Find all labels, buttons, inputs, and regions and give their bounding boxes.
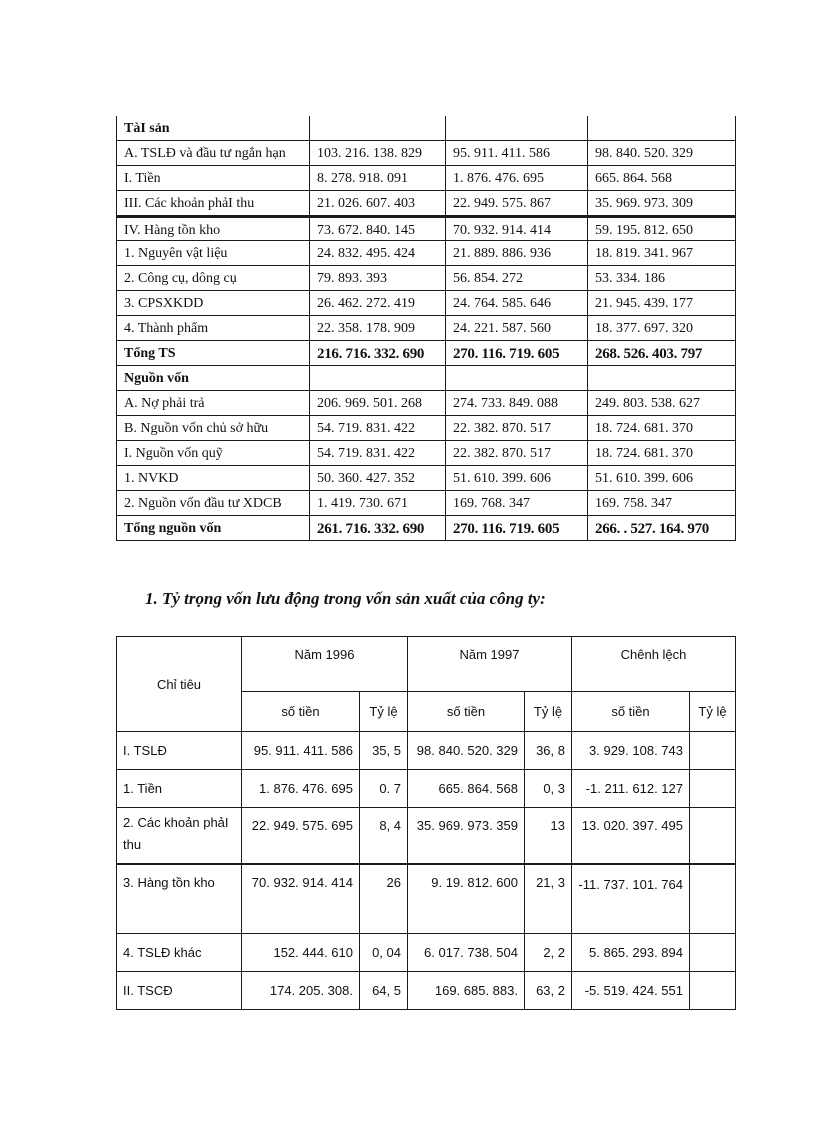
value-col-1 [309,366,445,390]
row-label: 1. NVKD [116,466,309,490]
table-row [116,516,736,541]
ratio-diff [690,864,736,934]
ratio-1996: 8, 4 [360,808,408,864]
ratio-1996: 64, 5 [360,972,408,1010]
value-col-1: 73. 672. 840. 145 [309,218,445,240]
value-col-2: 274. 733. 849. 088 [445,391,587,415]
value-col-2: 70. 932. 914. 414 [445,218,587,240]
value-col-2 [445,116,587,140]
value-col-2: 270. 116. 719. 605 [445,341,587,365]
value-col-2: 56. 854. 272 [445,266,587,290]
table-row [116,216,736,241]
ratio-1997: 13 [525,808,572,864]
amount-diff: 5. 865. 293. 894 [572,934,690,972]
amount-1996: 95. 911. 411. 586 [242,732,360,770]
value-col-1: 26. 462. 272. 419 [309,291,445,315]
value-col-3: 59. 195. 812. 650 [587,218,736,240]
value-col-2 [445,366,587,390]
amount-1997: 169. 685. 883. [408,972,525,1010]
value-col-1: 54. 719. 831. 422 [309,416,445,440]
ratio-diff [690,934,736,972]
row-label: 2. Công cụ, dông cụ [116,266,309,290]
section-heading: 1. Tỷ trọng vốn lưu động trong vốn sản xuất của công ty: [145,589,546,608]
amount-diff: -11. 737. 101. 764 [572,864,690,934]
amount-1996: 1. 876. 476. 695 [242,770,360,808]
ratio-diff [690,732,736,770]
value-col-2: 95. 911. 411. 586 [445,141,587,165]
ratio-1996: 0. 7 [360,770,408,808]
value-col-1: 24. 832. 495. 424 [309,241,445,265]
value-col-1: 21. 026. 607. 403 [309,191,445,215]
row-label: IV. Hàng tồn kho [116,218,309,240]
amount-1997: 9. 19. 812. 600 [408,864,525,934]
value-col-3: 18. 724. 681. 370 [587,416,736,440]
header-difference: Chênh lệch [572,637,736,692]
value-col-1: 261. 716. 332. 690 [309,516,445,540]
ratio-1996: 35, 5 [360,732,408,770]
value-col-2: 1. 876. 476. 695 [445,166,587,190]
value-col-3: 665. 864. 568 [587,166,736,190]
amount-diff: 13. 020. 397. 495 [572,808,690,864]
header-year-1997: Năm 1997 [408,637,572,692]
row-label: 3. Hàng tồn kho [117,864,242,934]
table-row [116,391,736,416]
header-year-1996: Năm 1996 [242,637,408,692]
amount-1997: 6. 017. 738. 504 [408,934,525,972]
row-label: I. Nguồn vốn quỹ [116,441,309,465]
value-col-3: 35. 969. 973. 309 [587,191,736,215]
table-row [116,266,736,291]
value-col-2: 169. 768. 347 [445,491,587,515]
amount-diff: 3. 929. 108. 743 [572,732,690,770]
row-label: B. Nguồn vốn chủ sở hữu [116,416,309,440]
header-amount-1996: số tiền [242,692,360,732]
table-row [116,116,736,141]
amount-1996: 70. 932. 914. 414 [242,864,360,934]
table-row [116,241,736,266]
header-amount-1997: số tiền [408,692,525,732]
table-row [117,808,736,864]
table-row [116,191,736,216]
ratio-1997: 36, 8 [525,732,572,770]
table-row [116,316,736,341]
value-col-1: 50. 360. 427. 352 [309,466,445,490]
value-col-3: 18. 377. 697. 320 [587,316,736,340]
ratio-1997: 21, 3 [525,864,572,934]
table-row [117,934,736,972]
row-label: I. TSLĐ [117,732,242,770]
row-label: III. Các khoản phảI thu [116,191,309,215]
row-label: 3. CPSXKDD [116,291,309,315]
row-label: 4. Thành phẩm [116,316,309,340]
amount-1997: 35. 969. 973. 359 [408,808,525,864]
row-label: A. Nợ phải trả [116,391,309,415]
table-row [116,491,736,516]
row-label: 4. TSLĐ khác [117,934,242,972]
value-col-3: 98. 840. 520. 329 [587,141,736,165]
balance-table [116,116,736,541]
amount-1996: 174. 205. 308. [242,972,360,1010]
value-col-1: 8. 278. 918. 091 [309,166,445,190]
ratio-table [116,636,736,1010]
row-label: I. Tiền [116,166,309,190]
ratio-1996: 0, 04 [360,934,408,972]
value-col-1: 54. 719. 831. 422 [309,441,445,465]
table-row [116,291,736,316]
table-row [116,441,736,466]
value-col-3: 169. 758. 347 [587,491,736,515]
row-label: II. TSCĐ [117,972,242,1010]
header-ratio-diff: Tỷ lệ [690,692,736,732]
table-row [116,166,736,191]
table-row [116,466,736,491]
value-col-1: 103. 216. 138. 829 [309,141,445,165]
header-ratio-1996: Tỷ lệ [360,692,408,732]
table-row [117,972,736,1010]
value-col-2: 24. 221. 587. 560 [445,316,587,340]
amount-diff: -1. 211. 612. 127 [572,770,690,808]
value-col-1: 22. 358. 178. 909 [309,316,445,340]
ratio-diff [690,770,736,808]
value-col-3: 249. 803. 538. 627 [587,391,736,415]
value-col-2: 22. 382. 870. 517 [445,441,587,465]
header-indicator: Chỉ tiêu [117,637,242,732]
table-row [116,416,736,441]
header-ratio-1997: Tỷ lệ [525,692,572,732]
ratio-1997: 2, 2 [525,934,572,972]
amount-diff: -5. 519. 424. 551 [572,972,690,1010]
value-col-2: 22. 382. 870. 517 [445,416,587,440]
value-col-3: 266. . 527. 164. 970 [587,516,736,540]
value-col-3: 268. 526. 403. 797 [587,341,736,365]
row-label: 2. Các khoản phảI thu [117,808,242,864]
value-col-3: 53. 334. 186 [587,266,736,290]
table-row [116,366,736,391]
row-label: Tổng TS [116,341,309,365]
value-col-3: 51. 610. 399. 606 [587,466,736,490]
ratio-1996: 26 [360,864,408,934]
row-label: 1. Nguyên vật liệu [116,241,309,265]
value-col-3: 18. 724. 681. 370 [587,441,736,465]
value-col-1: 206. 969. 501. 268 [309,391,445,415]
value-col-3 [587,366,736,390]
value-col-3: 18. 819. 341. 967 [587,241,736,265]
row-label: A. TSLĐ và đầu tư ngắn hạn [116,141,309,165]
table-row [117,732,736,770]
ratio-diff [690,808,736,864]
row-label: 2. Nguồn vốn đầu tư XDCB [116,491,309,515]
value-col-1 [309,116,445,140]
amount-1996: 152. 444. 610 [242,934,360,972]
table-row [117,770,736,808]
ratio-1997: 63, 2 [525,972,572,1010]
row-label: TàI sản [116,116,309,140]
row-label: Tổng nguồn vốn [116,516,309,540]
value-col-3 [587,116,736,140]
amount-1997: 665. 864. 568 [408,770,525,808]
table-row [117,864,736,934]
value-col-3: 21. 945. 439. 177 [587,291,736,315]
header-amount-diff: số tiền [572,692,690,732]
value-col-2: 22. 949. 575. 867 [445,191,587,215]
value-col-1: 79. 893. 393 [309,266,445,290]
value-col-2: 51. 610. 399. 606 [445,466,587,490]
value-col-1: 1. 419. 730. 671 [309,491,445,515]
table-row [116,341,736,366]
row-label: 1. Tiền [117,770,242,808]
ratio-diff [690,972,736,1010]
amount-1996: 22. 949. 575. 695 [242,808,360,864]
amount-1997: 98. 840. 520. 329 [408,732,525,770]
table-row [116,141,736,166]
value-col-1: 216. 716. 332. 690 [309,341,445,365]
value-col-2: 24. 764. 585. 646 [445,291,587,315]
row-label: Nguồn vốn [116,366,309,390]
value-col-2: 270. 116. 719. 605 [445,516,587,540]
ratio-1997: 0, 3 [525,770,572,808]
value-col-2: 21. 889. 886. 936 [445,241,587,265]
